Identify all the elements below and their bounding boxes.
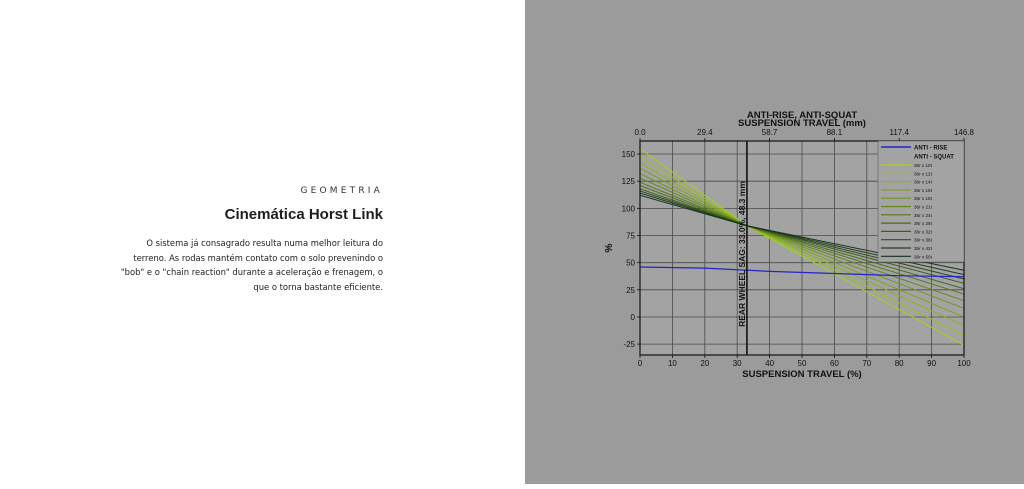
chart-title: ANTI-RISE, ANTI-SQUAT: [746, 110, 858, 121]
y-tick-label: 100: [621, 204, 635, 214]
section-description: O sistema já consagrado resulta numa melhor leitura do terreno. As rodas mantém contato com o solo prevenindo o "bob" e o "chain reaction" durante a aceleração e frenagem, o que o torna bastante eficiente.: [120, 238, 383, 292]
x-axis-label: SUSPENSION TRAVEL (%): [742, 369, 862, 380]
top-tick-label: 58.7: [761, 128, 778, 137]
legend-label: 36r x 28t: [914, 221, 932, 227]
top-axis-label: SUSPENSION TRAVEL (mm): [738, 118, 866, 129]
y-tick-label: 50: [626, 258, 635, 268]
x-tick-label: 20: [700, 359, 710, 368]
y-tick-label: 125: [621, 177, 635, 187]
x-tick-label: 90: [927, 359, 937, 368]
x-tick-label: 30: [732, 359, 742, 368]
section-title: Cinemática Horst Link: [224, 206, 383, 223]
x-tick-label: 80: [894, 359, 904, 368]
kinematics-chart: [525, 0, 1024, 484]
legend-label: ANTI - RISE: [914, 145, 948, 152]
top-tick-label: 146.8: [953, 128, 975, 137]
legend-label: 36r x 18t: [914, 196, 932, 202]
x-tick-label: 10: [667, 359, 677, 368]
y-axis-label: %: [604, 243, 615, 253]
y-tick-label: 0: [630, 312, 635, 322]
x-tick-label: 60: [829, 359, 839, 368]
top-tick-label: 0.0: [634, 128, 646, 137]
chart-legend: [878, 141, 964, 262]
x-tick-label: 0: [637, 359, 643, 368]
y-tick-label: -25: [623, 340, 635, 350]
x-tick-label: 100: [957, 359, 971, 368]
legend-label: 36r x 42t: [914, 246, 932, 251]
legend-label: 36r x 32t: [914, 229, 932, 235]
legend-label: 36r x 12t: [914, 171, 932, 177]
x-tick-label: 50: [797, 359, 807, 368]
legend-label: 36r x 24t: [914, 212, 932, 218]
top-tick-label: 117.4: [889, 128, 909, 137]
section-eyebrow: GEOMETRIA: [300, 186, 383, 196]
chart-panel: [525, 0, 1024, 484]
y-tick-label: 75: [626, 231, 635, 241]
legend-label: 36r x 14t: [914, 179, 932, 185]
top-tick-label: 88.1: [826, 128, 843, 137]
y-tick-label: 150: [621, 150, 635, 160]
legend-label: 36r x 36t: [914, 237, 932, 243]
x-tick-label: 40: [765, 359, 775, 368]
legend-label: ANTI - SQUAT: [914, 154, 954, 161]
legend-label: 36r x 50t: [914, 254, 932, 260]
y-tick-label: 25: [626, 285, 635, 295]
legend-label: 36r x 21t: [914, 204, 932, 210]
sag-marker-label: REAR WHEEL SAG: 33.0%, 48.3 mm: [736, 181, 747, 327]
top-tick-label: 29.4: [697, 128, 713, 137]
x-tick-label: 70: [862, 359, 872, 368]
legend-label: 36r x 10t: [914, 163, 932, 168]
legend-label: 36r x 16t: [914, 187, 932, 193]
